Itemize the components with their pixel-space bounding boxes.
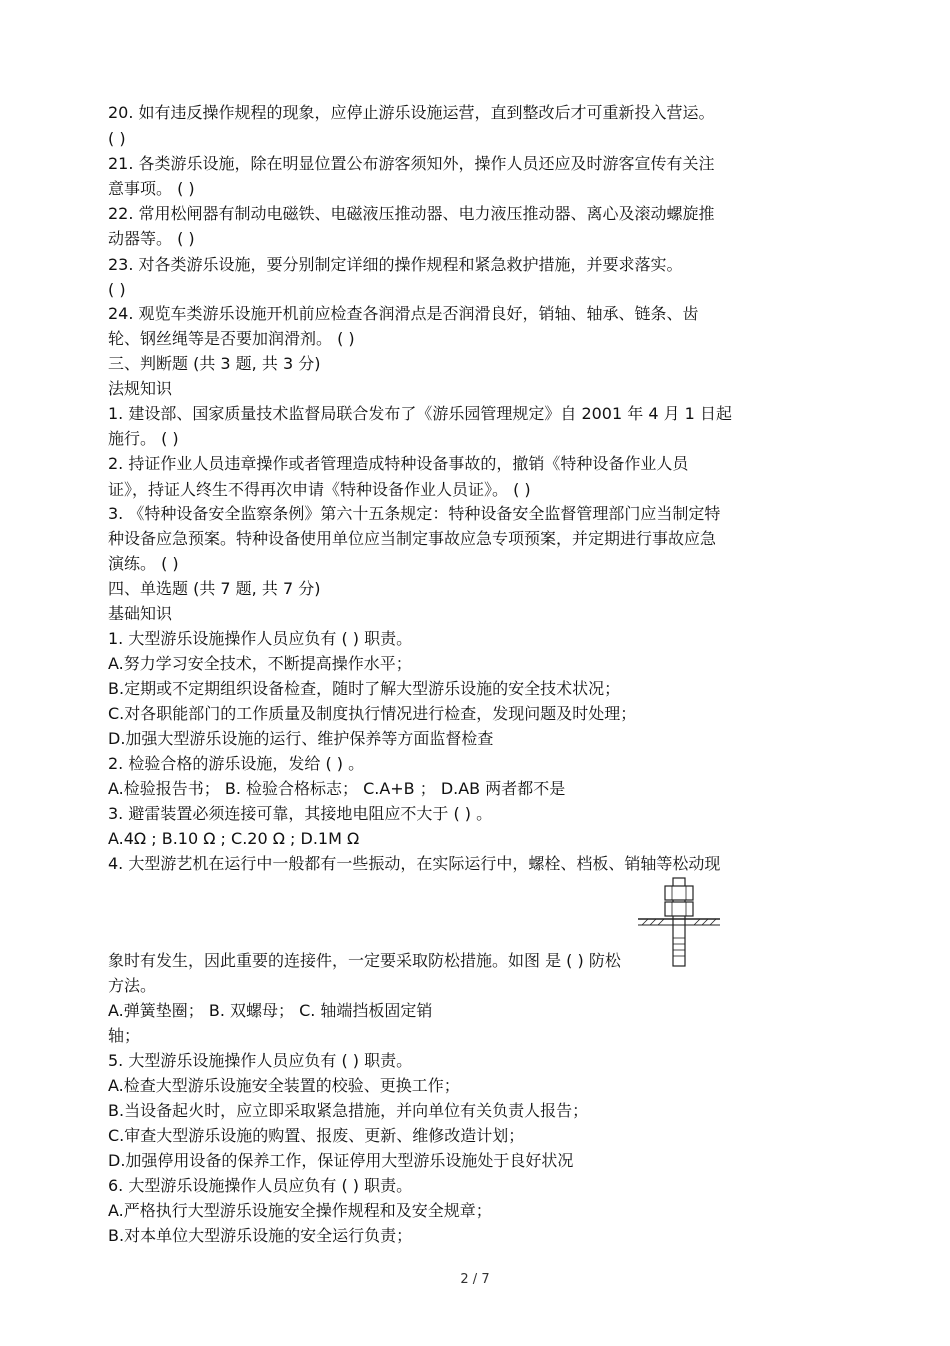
text-line: 证》，持证人终生不得再次申请《特种设备作业人员证》。 ( )	[108, 480, 531, 499]
text-line: 象时有发生，因此重要的连接件，一定要采取防松措施。如图 是 ( ) 防松	[108, 951, 621, 970]
text-line: 22. 常用松闸器有制动电磁铁、电磁液压推动器、电力液压推动器、离心及滚动螺旋推	[108, 204, 715, 223]
text-line: D.加强停用设备的保养工作，保证停用大型游乐设施处于良好状况	[108, 1151, 574, 1170]
text-line: 24. 观览车类游乐设施开机前应检查各润滑点是否润滑良好，销轴、轴承、链条、齿	[108, 304, 699, 323]
text-line: B.定期或不定期组织设备检查，随时了解大型游乐设施的安全技术状况；	[108, 679, 621, 698]
text-line: A.弹簧垫圈； B. 双螺母； C. 轴端挡板固定销	[108, 1001, 433, 1020]
page-number: 2 / 7	[460, 1272, 490, 1287]
text-line: A.检查大型游乐设施安全装置的校验、更换工作；	[108, 1076, 460, 1095]
text-line: 6. 大型游乐设施操作人员应负有 ( ) 职责。	[108, 1176, 413, 1195]
text-line: 1. 建设部、国家质量技术监督局联合发布了《游乐园管理规定》自 2001 年 4 月 1 日起	[108, 404, 732, 423]
text-line: 三、判断题 (共 3 题, 共 3 分)	[108, 354, 321, 373]
text-line: C.对各职能部门的工作质量及制度执行情况进行检查，发现问题及时处理；	[108, 704, 637, 723]
text-line: 四、单选题 (共 7 题, 共 7 分)	[108, 579, 321, 598]
text-line: 方法。	[108, 976, 157, 995]
text-line: 意事项。 ( )	[108, 179, 195, 198]
text-line: 动器等。 ( )	[108, 229, 195, 248]
text-line: 21. 各类游乐设施，除在明显位置公布游客须知外，操作人员还应及时游客宣传有关注	[108, 154, 715, 173]
text-line: 施行。 ( )	[108, 429, 179, 448]
text-line: A.检验报告书； B. 检验合格标志； C.A+B ； D.AB 两者都不是	[108, 779, 566, 798]
text-line: C.审查大型游乐设施的购置、报废、更新、维修改造计划；	[108, 1126, 525, 1145]
text-line: 轮、钢丝绳等是否要加润滑剂。 ( )	[108, 329, 355, 348]
text-line: 23. 对各类游乐设施，要分别制定详细的操作规程和紧急救护措施，并要求落实。	[108, 255, 683, 274]
text-line: 1. 大型游乐设施操作人员应负有 ( ) 职责。	[108, 629, 413, 648]
text-line: B.当设备起火时，应立即采取紧急措施，并向单位有关负责人报告；	[108, 1101, 589, 1120]
text-line: A.4Ω ; B.10 Ω ; C.20 Ω ; D.1M Ω	[108, 829, 360, 848]
text-line: 5. 大型游乐设施操作人员应负有 ( ) 职责。	[108, 1051, 413, 1070]
text-line: 2. 检验合格的游乐设施，发给 ( ) 。	[108, 754, 365, 773]
text-line: ( )	[108, 129, 126, 148]
text-line: ( )	[108, 280, 126, 299]
text-line: 4. 大型游艺机在运行中一般都有一些振动，在实际运行中，螺栓、档板、销轴等松动现	[108, 854, 721, 873]
text-line: B.对本单位大型游乐设施的安全运行负责；	[108, 1226, 413, 1245]
text-line: A.努力学习安全技术，不断提高操作水平；	[108, 654, 412, 673]
text-line: 2. 持证作业人员违章操作或者管理造成特种设备事故的，撤销《特种设备作业人员	[108, 454, 689, 473]
text-line: D.加强大型游乐设施的运行、维护保养等方面监督检查	[108, 729, 494, 748]
double-nut-bolt-figure	[636, 872, 722, 970]
text-line: A.严格执行大型游乐设施安全操作规程和及安全规章；	[108, 1201, 492, 1220]
text-line: 基础知识	[108, 604, 173, 623]
text-line: 法规知识	[108, 379, 173, 398]
text-line: 演练。 ( )	[108, 554, 179, 573]
text-line: 轴；	[108, 1026, 141, 1045]
text-line: 20. 如有违反操作规程的现象，应停止游乐设施运营，直到整改后才可重新投入营运。	[108, 103, 715, 122]
text-line: 3. 《特种设备安全监察条例》第六十五条规定：特种设备安全监督管理部门应当制定特	[108, 504, 721, 523]
text-line: 种设备应急预案。特种设备使用单位应当制定事故应急专项预案，并定期进行事故应急	[108, 529, 717, 548]
text-line: 3. 避雷装置必须连接可靠，其接地电阻应不大于 ( ) 。	[108, 804, 493, 823]
